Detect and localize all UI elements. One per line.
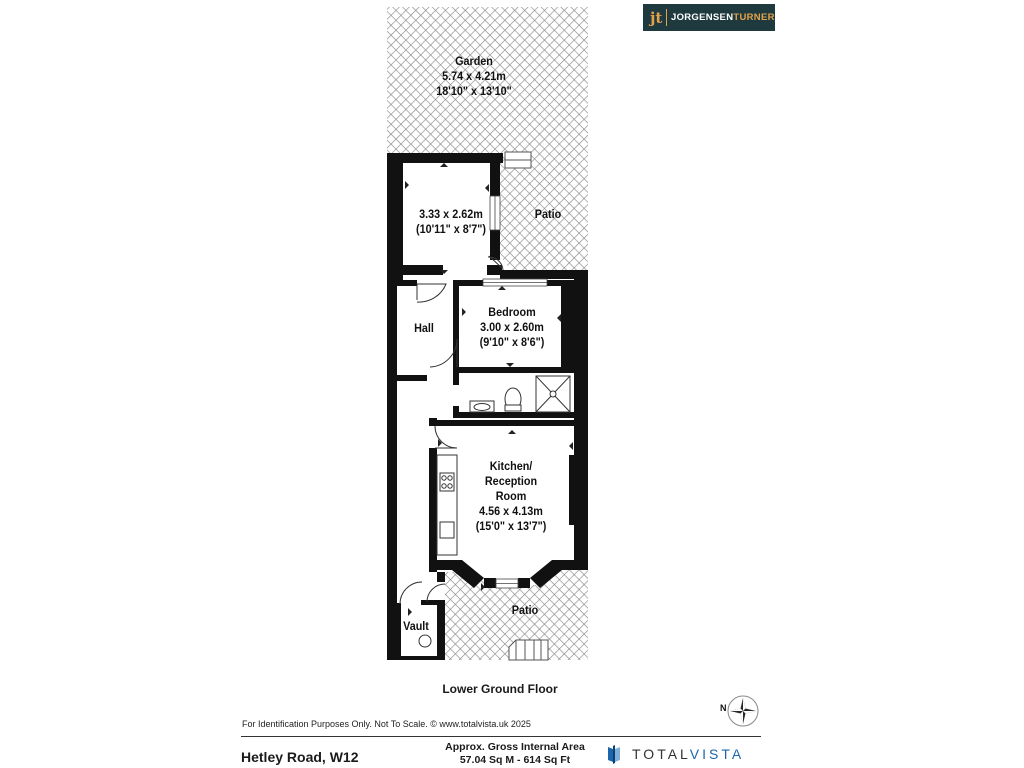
patio-upper-label <box>526 207 571 222</box>
rear-room-label <box>402 207 501 237</box>
rear-room-imperial: (10'11" x 8'7") <box>415 222 487 236</box>
footer-divider <box>241 736 761 737</box>
floor-name: Lower Ground Floor <box>442 682 558 696</box>
jorgensen-turner-logo <box>643 4 775 31</box>
hall-name: Hall <box>414 321 434 335</box>
hall-label <box>406 321 442 336</box>
kitchen-imperial: (15'0" x 13'7") <box>475 519 547 533</box>
property-address: Hetley Road, W12 <box>241 749 359 765</box>
garden-label <box>420 54 528 99</box>
logo-divider <box>666 9 667 26</box>
vault-name: Vault <box>403 619 429 633</box>
bedroom-label <box>463 305 562 350</box>
kitchen-label <box>462 459 561 534</box>
jt-monogram: jt <box>650 8 663 27</box>
brand-name <box>671 12 775 23</box>
bedroom-metric: 3.00 x 2.60m <box>480 320 544 334</box>
kitchen-line3: Room <box>495 489 527 503</box>
vault-label <box>398 619 434 634</box>
brand-name-part2: TURNER <box>733 12 775 23</box>
patio-steps <box>509 640 548 660</box>
totalvista-part2: VISTA <box>689 746 745 762</box>
area-value: 57.04 Sq M - 614 Sq Ft <box>459 754 571 766</box>
area-title: Approx. Gross Internal Area <box>445 741 585 753</box>
totalvista-wordmark <box>632 746 744 762</box>
patio-upper-name: Patio <box>534 207 562 221</box>
rear-room-metric: 3.33 x 2.62m <box>419 207 483 221</box>
totalvista-icon <box>606 744 624 764</box>
kitchen-line1: Kitchen/ <box>489 459 533 473</box>
brand-name-part1: JORGENSEN <box>671 12 734 23</box>
kitchen-metric: 4.56 x 4.13m <box>479 504 543 518</box>
bedroom-name: Bedroom <box>488 305 536 319</box>
garden-metric: 5.74 x 4.21m <box>442 69 506 83</box>
patio-lower-label <box>503 603 548 618</box>
garden-steps <box>505 152 531 168</box>
compass-icon <box>714 694 760 730</box>
totalvista-logo <box>606 744 744 764</box>
totalvista-part1: TOTAL <box>632 746 690 762</box>
kitchen-line2: Reception <box>484 474 538 488</box>
garden-imperial: 18'10" x 13'10" <box>436 84 512 98</box>
bedroom-imperial: (9'10" x 8'6") <box>479 335 545 349</box>
compass-north: N <box>720 703 727 713</box>
patio-lower-name: Patio <box>511 603 539 617</box>
gross-internal-area <box>420 741 610 767</box>
disclaimer: For Identification Purposes Only. Not To Scale. © www.totalvista.uk 2025 <box>242 719 531 729</box>
garden-name: Garden <box>455 54 493 68</box>
